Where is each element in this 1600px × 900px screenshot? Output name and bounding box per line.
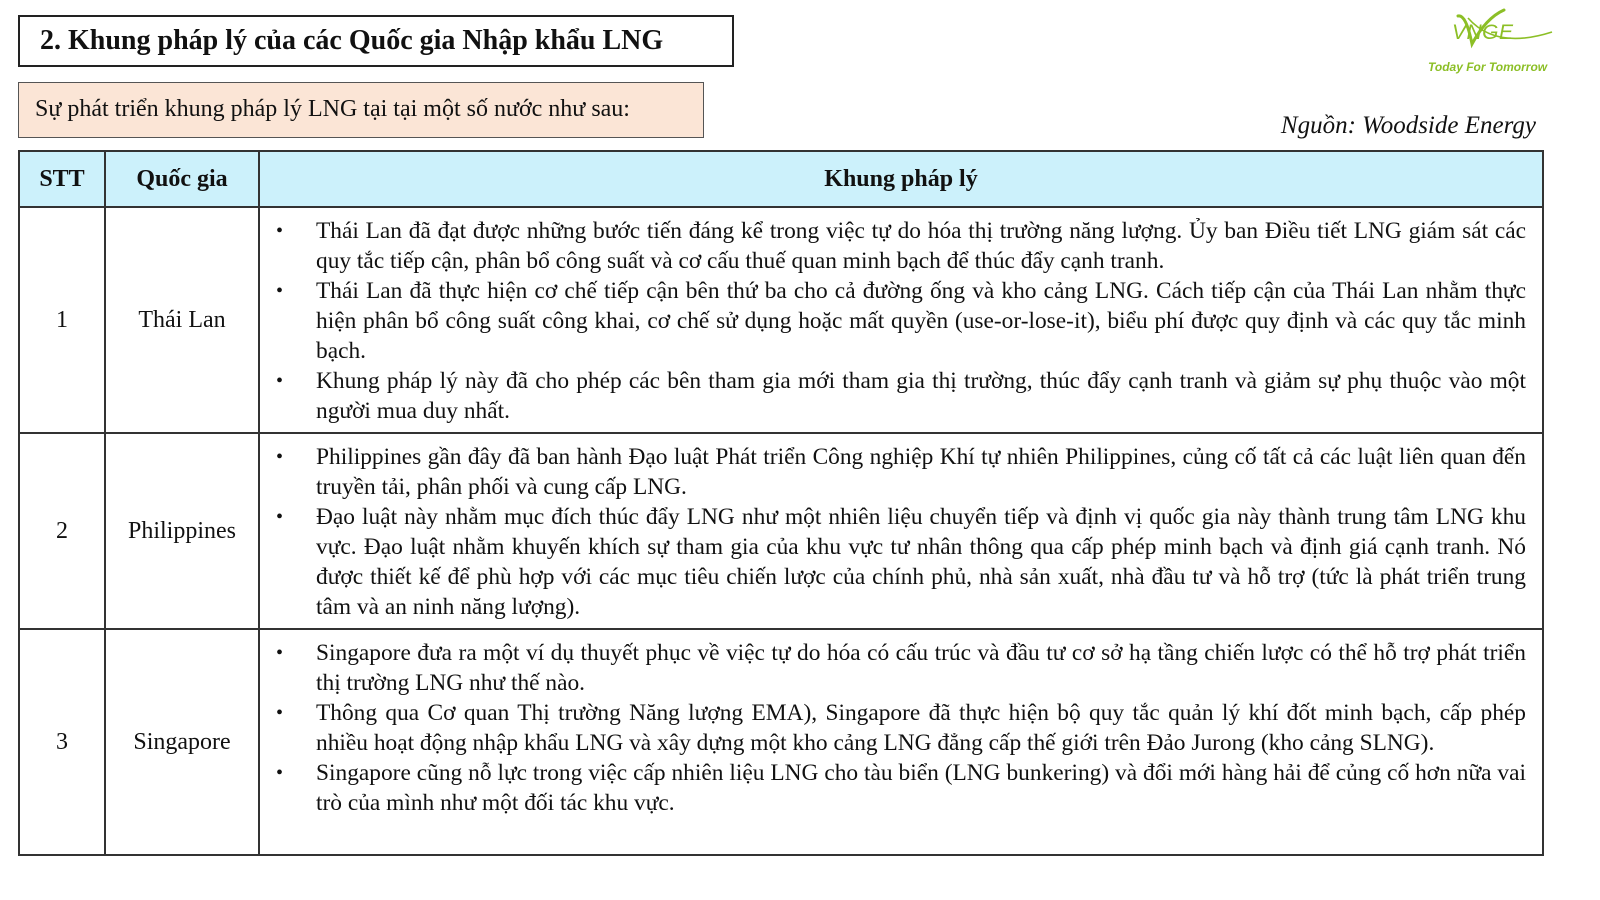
table-row bbox=[19, 433, 1543, 629]
header-country: Quốc gia bbox=[105, 151, 259, 207]
table-header-row bbox=[19, 151, 1543, 207]
header-framework: Khung pháp lý bbox=[259, 151, 1543, 207]
bullet-list bbox=[276, 216, 1526, 426]
bullet-point: • Singapore đưa ra một ví dụ thuyết phục về việc tự do hóa có cấu trúc và đầu tư cơ sở hạ tầng chiến lược có thể hỗ trợ phát triển thị trường LNG như thế nào. bbox=[276, 638, 1526, 698]
subtitle-box: Sự phát triển khung pháp lý LNG tại tại một số nước như sau: bbox=[18, 82, 704, 138]
bullet-point: • Singapore cũng nỗ lực trong việc cấp nhiên liệu LNG cho tàu biển (LNG bunkering) và đổi mới hàng hải để củng cố hơn nữa vai trò của mình như một đối tác khu vực. bbox=[276, 758, 1526, 818]
table-row bbox=[19, 207, 1543, 433]
logo-text: VNGE bbox=[1452, 21, 1514, 44]
company-logo bbox=[1420, 6, 1570, 76]
bullet-list bbox=[276, 638, 1526, 818]
row-framework bbox=[259, 629, 1543, 855]
bullet-point: • Đạo luật này nhằm mục đích thúc đẩy LNG như một nhiên liệu chuyển tiếp và định vị quốc gia này thành trung tâm LNG khu vực. Đạo luật nhằm khuyến khích sự tham gia của khu vực tư nhân thông qua cấp phép minh bạch và định giá cạnh tranh. Nó được thiết kế để phù hợp với các mục tiêu chiến lược của chính phủ, nhà sản xuất, nhà đầu tư và hỗ trợ (tức là phát triển trung tâm và an ninh năng lượng). bbox=[276, 502, 1526, 622]
row-stt: 3 bbox=[19, 629, 105, 855]
bullet-point: • Philippines gần đây đã ban hành Đạo luật Phát triển Công nghiệp Khí tự nhiên Philippines, củng cố tất cả các luật liên quan đến truyền tải, phân phối và cung cấp LNG. bbox=[276, 442, 1526, 502]
row-stt: 1 bbox=[19, 207, 105, 433]
row-framework bbox=[259, 207, 1543, 433]
row-country: Philippines bbox=[105, 433, 259, 629]
bullet-point: • Khung pháp lý này đã cho phép các bên tham gia mới tham gia thị trường, thúc đẩy cạnh tranh và giảm sự phụ thuộc vào một người mua duy nhất. bbox=[276, 366, 1526, 426]
bullet-point: • Thông qua Cơ quan Thị trường Năng lượng EMA), Singapore đã thực hiện bộ quy tắc quản lý khí đốt minh bạch, cấp phép nhiều hoạt động nhập khẩu LNG và xây dựng một kho cảng LNG đẳng cấp thế giới trên Đảo Jurong (kho cảng SLNG). bbox=[276, 698, 1526, 758]
logo-tagline: Today For Tomorrow bbox=[1428, 60, 1548, 74]
row-framework bbox=[259, 433, 1543, 629]
bullet-point: • Thái Lan đã thực hiện cơ chế tiếp cận bên thứ ba cho cả đường ống và kho cảng LNG. Cách tiếp cận của Thái Lan nhằm thực hiện phân bổ công suất công khai, cơ chế sử dụng hoặc mất quyền (use-or-lose-it), biểu phí được quy định và các quy tắc minh bạch. bbox=[276, 276, 1526, 366]
bullet-point: • Thái Lan đã đạt được những bước tiến đáng kể trong việc tự do hóa thị trường năng lượng. Ủy ban Điều tiết LNG giám sát các quy tắc tiếp cận, phân bổ công suất và cơ cấu thuế quan minh bạch để thúc đẩy cạnh tranh. bbox=[276, 216, 1526, 276]
page-title: 2. Khung pháp lý của các Quốc gia Nhập khẩu LNG bbox=[18, 15, 734, 67]
row-stt: 2 bbox=[19, 433, 105, 629]
table-row bbox=[19, 629, 1543, 855]
source-note: Nguồn: Woodside Energy bbox=[1280, 112, 1536, 139]
header-stt: STT bbox=[19, 151, 105, 207]
bullet-list bbox=[276, 442, 1526, 622]
row-country: Thái Lan bbox=[105, 207, 259, 433]
row-country: Singapore bbox=[105, 629, 259, 855]
legal-framework-table bbox=[18, 150, 1544, 856]
